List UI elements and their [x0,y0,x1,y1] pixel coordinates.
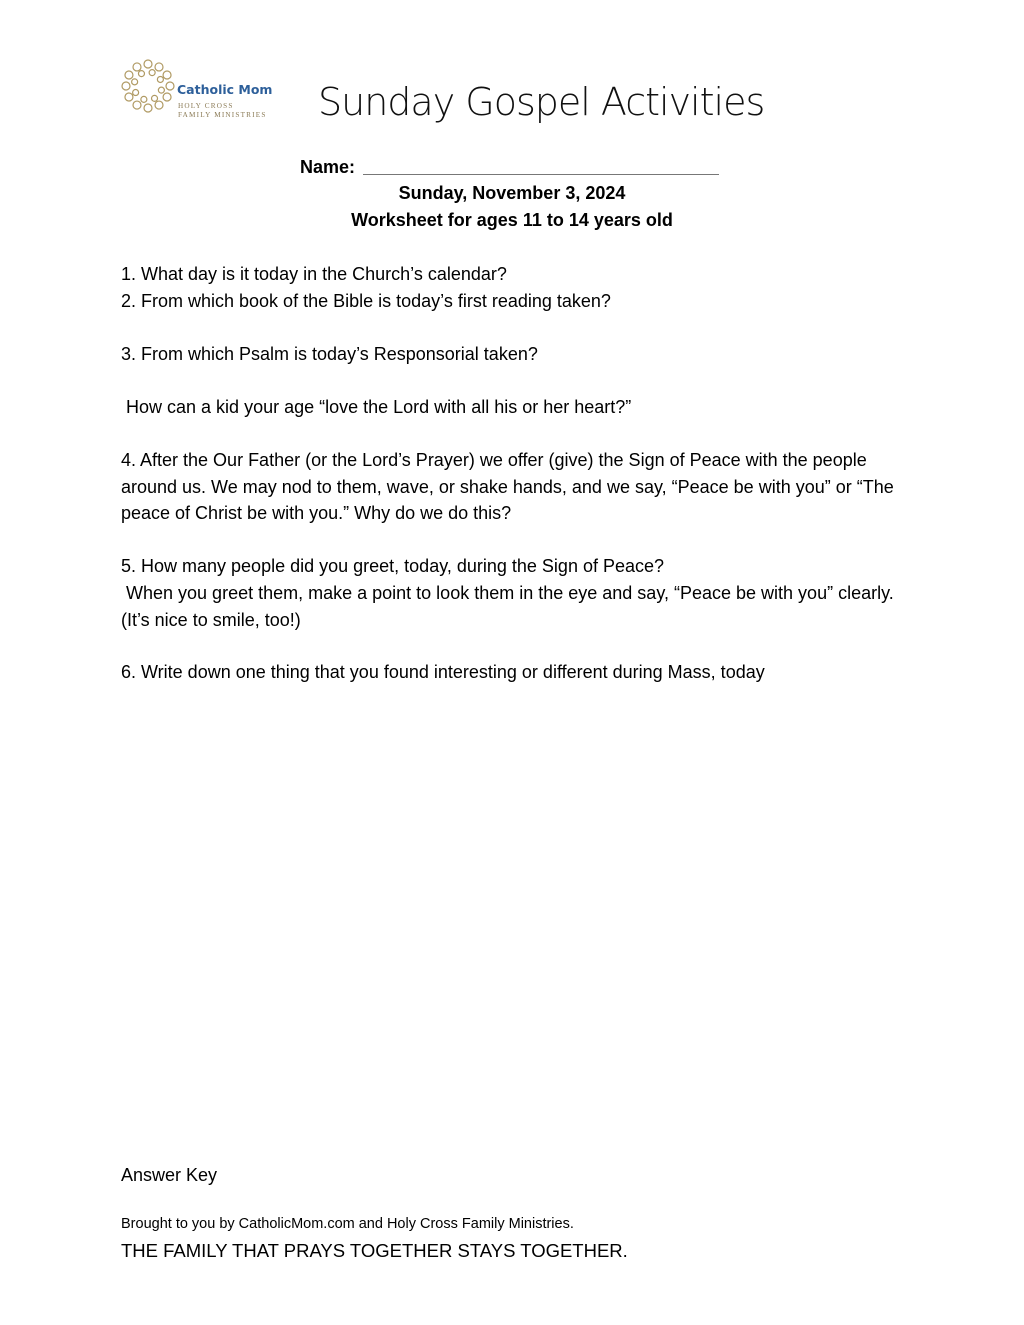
question-3: 3. From which Psalm is today’s Responsorial taken? [121,344,538,364]
floral-wreath-icon [120,58,176,114]
question-2: 2. From which book of the Bible is today’s first reading taken? [121,291,611,311]
question-5-followup: When you greet them, make a point to look them in the eye and say, “Peace be with you” clearly. (It’s nice to smile, too!) [121,583,899,630]
question-5: 5. How many people did you greet, today, during the Sign of Peace? [121,556,665,576]
logo-subtitle [178,102,267,120]
page-title: Sunday Gospel Activities [318,80,765,124]
logo-subtitle-line2: FAMILY MINISTRIES [178,111,267,119]
question-6: 6. Write down one thing that you found interesting or different during Mass, today [121,662,765,682]
worksheet-date: Sunday, November 3, 2024 [398,183,626,203]
question-1: 1. What day is it today in the Church’s calendar? [121,264,507,284]
logo-name: Catholic Mom [177,82,273,97]
question-4: 4. After the Our Father (or the Lord’s Prayer) we offer (give) the Sign of Peace with the people around us. We may nod to them, wave, or shake hands, and we say, “Peace be with you” or “The peace of Christ be with you.” Why do we do this? [121,450,899,523]
logo [120,58,280,122]
worksheet-audience: Worksheet for ages 11 to 14 years old [351,210,673,230]
footer-motto: THE FAMILY THAT PRAYS TOGETHER STAYS TOGETHER. [121,1240,628,1261]
answer-key-heading: Answer Key [121,1165,218,1185]
name-label: Name: [300,157,356,177]
footer-credit: Brought to you by CatholicMom.com and Holy Cross Family Ministries. [121,1216,574,1232]
name-blank-line[interactable] [363,174,719,175]
logo-subtitle-line1: HOLY CROSS [178,102,234,110]
question-3-followup: How can a kid your age “love the Lord with all his or her heart?” [121,397,632,417]
name-field [300,157,719,178]
